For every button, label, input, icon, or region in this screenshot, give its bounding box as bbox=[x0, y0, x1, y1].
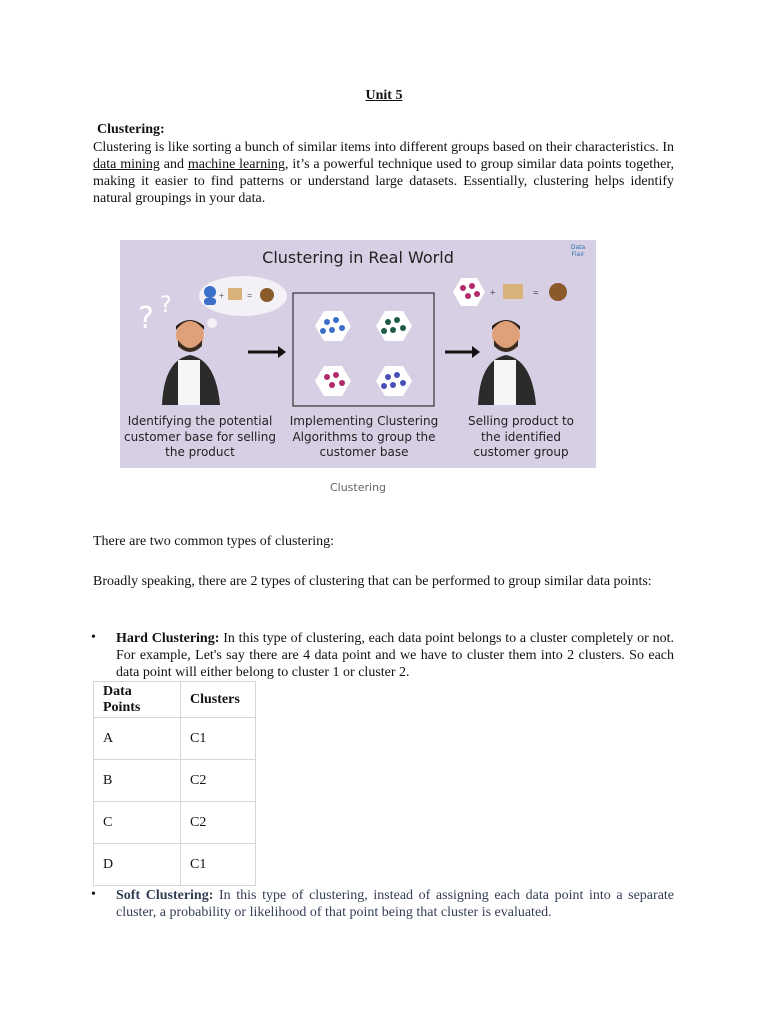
cluster-blue-icon bbox=[315, 311, 351, 341]
arrow-right-icon bbox=[248, 346, 286, 358]
svg-text:+: + bbox=[219, 291, 225, 301]
table-cell: B bbox=[94, 760, 181, 802]
soft-clustering-text: In this type of clustering, instead of assigning each data point into a separate cluster, a probability or likelihood of that point being that cluster is evaluated. bbox=[116, 888, 675, 920]
bullet-hard: • bbox=[91, 630, 96, 645]
intro-paragraph bbox=[93, 139, 674, 207]
table-cell: C2 bbox=[181, 802, 256, 844]
intro-text-1: Clustering is like sorting a bunch of similar items into different groups based on their characteristics. In bbox=[93, 140, 674, 155]
broadly-paragraph: Broadly speaking, there are 2 types of clustering that can be performed to group similar data points: bbox=[93, 574, 652, 589]
clustering-heading: Clustering: bbox=[97, 122, 165, 137]
unit-title: Unit 5 bbox=[365, 88, 403, 103]
hard-clustering-term: Hard Clustering: bbox=[116, 631, 220, 646]
target-equation-icon bbox=[453, 278, 567, 306]
intro-text-3: , it’s a powerful technique used to group similar data points together, making it easier to find patterns or understand large datasets. Essentially, clustering helps identify natural groupings in your data. bbox=[93, 157, 674, 206]
soft-clustering-paragraph bbox=[116, 887, 674, 921]
table-cell: C bbox=[94, 802, 181, 844]
table-row bbox=[94, 760, 256, 802]
figure-label: Clustering bbox=[329, 481, 387, 494]
soft-clustering-term: Soft Clustering: bbox=[116, 888, 214, 903]
header-data-points: Data Points bbox=[94, 682, 181, 718]
cluster-box bbox=[293, 293, 434, 406]
svg-text:=: = bbox=[533, 288, 539, 299]
svg-text:+: + bbox=[490, 288, 496, 299]
person-thinking-icon bbox=[162, 320, 220, 405]
clustering-figure bbox=[120, 240, 596, 468]
types-sentence: There are two common types of clustering: bbox=[93, 534, 335, 549]
hard-clustering-text: In this type of clustering, each data point belongs to a cluster completely or not. For example, Let's say there are 4 data point and we have to cluster them into 2 clusters. So each data point will either belong to cluster 1 or cluster 2. bbox=[116, 631, 674, 680]
machine-learning-link[interactable]: machine learning bbox=[187, 157, 286, 172]
hard-clustering-paragraph bbox=[116, 630, 674, 681]
bullet-soft: • bbox=[91, 887, 96, 902]
table-cell: C2 bbox=[181, 760, 256, 802]
table-cell: D bbox=[94, 844, 181, 886]
figure-title: Clustering in Real World bbox=[262, 248, 454, 267]
data-mining-link[interactable]: data mining bbox=[93, 157, 160, 172]
table-row bbox=[94, 718, 256, 760]
thought-cloud-icon bbox=[199, 276, 287, 338]
intro-text-2: and bbox=[159, 157, 188, 172]
data-points-table bbox=[93, 681, 256, 886]
header-clusters: Clusters bbox=[181, 682, 256, 718]
svg-text:=: = bbox=[247, 291, 253, 301]
table-cell: C1 bbox=[181, 844, 256, 886]
dataflair-logo: Data Flair bbox=[570, 244, 586, 258]
question-marks-icon bbox=[138, 293, 172, 336]
cluster-magenta-icon bbox=[315, 366, 351, 396]
table-row bbox=[94, 802, 256, 844]
table-cell: A bbox=[94, 718, 181, 760]
svg-text:?: ? bbox=[160, 293, 172, 318]
table-row bbox=[94, 844, 256, 886]
svg-text:?: ? bbox=[138, 301, 154, 336]
step3-caption: Selling product to the identified customer group bbox=[467, 414, 575, 459]
cluster-purple-icon bbox=[376, 366, 412, 396]
arrow-right-icon bbox=[445, 346, 480, 358]
cluster-green-icon bbox=[376, 311, 412, 341]
step2-caption: Implementing Clustering Algorithms to group the customer base bbox=[289, 414, 439, 459]
step1-caption: Identifying the potential customer base for selling the product bbox=[124, 414, 276, 459]
table-header-row bbox=[94, 682, 256, 718]
table-cell: C1 bbox=[181, 718, 256, 760]
person-thinking-icon bbox=[478, 320, 536, 405]
